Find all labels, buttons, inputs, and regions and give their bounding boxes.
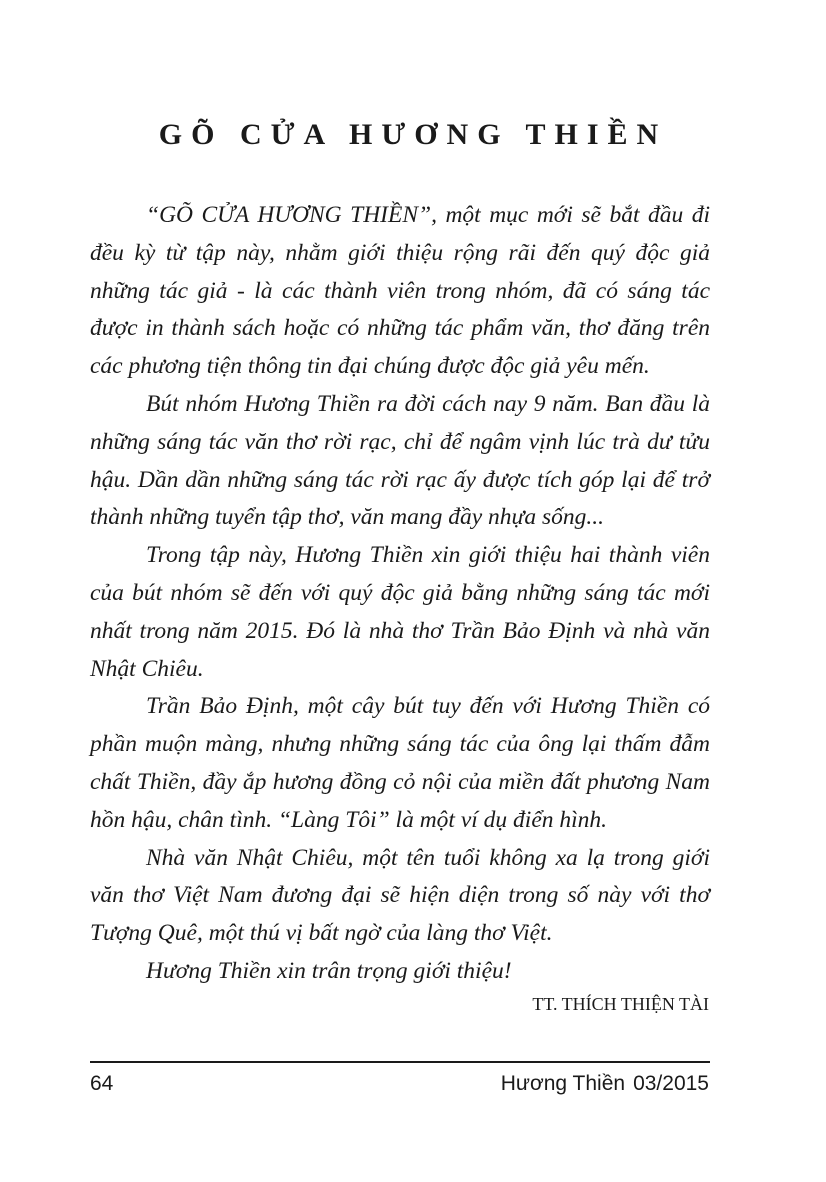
article-title: GÕ CỬA HƯƠNG THIỀN bbox=[158, 118, 668, 151]
page-number: 64 bbox=[90, 1072, 114, 1095]
issue-number: 03/2015 bbox=[633, 1072, 709, 1095]
paragraph-history: Bút nhóm Hương Thiền ra đời cách nay 9 năm. Ban đầu là những sáng tác văn thơ rời rạc, chỉ để ngâm vịnh lúc trà dư tửu hậu. Dần dần những sáng tác rời rạc ấy được tích góp lại để trở thành những tuyển tập thơ, văn mang đầy nhựa sống... bbox=[90, 390, 710, 531]
paragraph-closing: Hương Thiền xin trân trọng giới thiệu! bbox=[146, 957, 512, 984]
author-signature: TT. THÍCH THIỆN TÀI bbox=[532, 994, 709, 1014]
paragraph-tran-bao-dinh: Trần Bảo Định, một cây bút tuy đến với Hương Thiền có phần muộn màng, nhưng những sáng tác của ông lại thấm đẫm chất Thiền, đầy ắp hương đồng cỏ nội của miền đất phương Nam hồn hậu, chân tình. “Làng Tôi” là một ví dụ điển hình. bbox=[90, 693, 710, 833]
footer-publication bbox=[501, 1072, 709, 1096]
article-body bbox=[90, 197, 710, 991]
footer-divider bbox=[90, 1061, 710, 1063]
paragraph-members: Trong tập này, Hương Thiền xin giới thiệu hai thành viên của bút nhóm sẽ đến với quý độc giả bằng những sáng tác mới nhất trong năm 2015. Đó là nhà thơ Trần Bảo Định và nhà văn Nhật Chiêu. bbox=[90, 542, 710, 682]
paragraph-nhat-chieu: Nhà văn Nhật Chiêu, một tên tuổi không xa lạ trong giới văn thơ Việt Nam đương đại sẽ hiện diện trong số này với thơ Tượng Quê, một thú vị bất ngờ của làng thơ Việt. bbox=[90, 844, 710, 947]
paragraph-intro: “GÕ CỬA HƯƠNG THIỀN”, một mục mới sẽ bắt đầu đi đều kỳ từ tập này, nhằm giới thiệu rộng rãi đến quý độc giả những tác giả - là các thành viên trong nhóm, đã có sáng tác được in thành sách hoặc có những tác phẩm văn, thơ đăng trên các phương tiện thông tin đại chúng được độc giả yêu mến. bbox=[90, 202, 710, 380]
publication-name: Hương Thiền bbox=[500, 1072, 626, 1095]
